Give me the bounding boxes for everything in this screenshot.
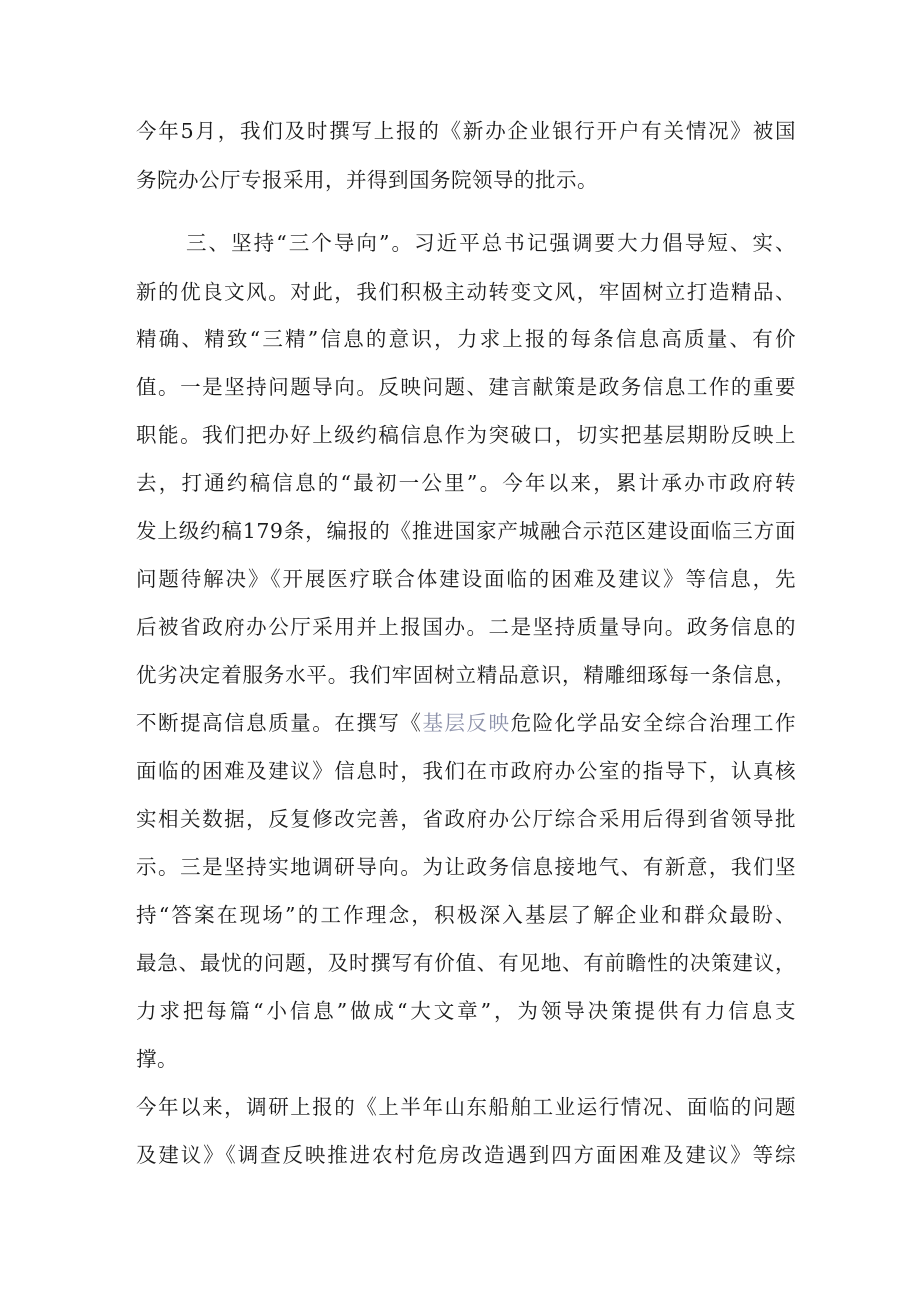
paragraph-2-line-18: 撑。 bbox=[136, 1047, 178, 1071]
paragraph-2-line-13: 实相关数据，反复修改完善，省政府办公厅综合采用后得到省领导批 bbox=[136, 807, 796, 831]
paragraph-2-line-4: 值。一是坚持问题导向。反映问题、建言献策是政务信息工作的重要 bbox=[136, 375, 796, 399]
paragraph-2-line-1: 三、坚持“三个导向”。习近平总书记强调要大力倡导短、实、 bbox=[186, 231, 796, 255]
line-11-tail: 危险化学品安全综合治理工作 bbox=[510, 711, 797, 735]
paragraph-2-line-14: 示。三是坚持实地调研导向。为让政务信息接地气、有新意，我们坚 bbox=[136, 855, 796, 879]
paragraph-2-line-10: 优劣决定着服务水平。我们牢固树立精品意识，精雕细琢每一条信息， bbox=[136, 663, 796, 687]
paragraph-1-line-2: 务院办公厅专报采用，并得到国务院领导的批示。 bbox=[136, 168, 598, 192]
paragraph-2-line-11 bbox=[136, 709, 796, 737]
paragraph-3-line-2: 及建议》《调查反映推进农村危房改造遇到四方面困难及建议》等综 bbox=[136, 1143, 796, 1167]
paragraph-2-line-7: 发上级约稿179条，编报的《推进国家产城融合示范区建设面临三方面 bbox=[136, 519, 796, 543]
paragraph-2-line-15: 持“答案在现场”的工作理念，积极深入基层了解企业和群众最盼、 bbox=[136, 903, 796, 927]
paragraph-2-line-9: 后被省政府办公厅采用并上报国办。二是坚持质量导向。政务信息的 bbox=[136, 615, 796, 639]
paragraph-2-line-2: 新的优良文风。对此，我们积极主动转变文风，牢固树立打造精品、 bbox=[136, 280, 796, 304]
paragraph-2-line-5: 职能。我们把办好上级约稿信息作为突破口，切实把基层期盼反映上 bbox=[136, 423, 796, 447]
line-11-head: 不断提高信息质量。在撰写《 bbox=[136, 711, 423, 735]
paragraph-1-line-1: 今年5月，我们及时撰写上报的《新办企业银行开户有关情况》被国 bbox=[136, 119, 796, 143]
paragraph-2-line-16: 最急、最忧的问题，及时撰写有价值、有见地、有前瞻性的决策建议， bbox=[136, 951, 796, 975]
paragraph-3-line-1: 今年以来，调研上报的《上半年山东船舶工业运行情况、面临的问题 bbox=[136, 1095, 796, 1119]
paragraph-2-line-8: 问题待解决》《开展医疗联合体建设面临的困难及建议》等信息，先 bbox=[136, 567, 796, 591]
highlighted-phrase: 基层反映 bbox=[422, 711, 511, 735]
paragraph-2-line-12: 面临的困难及建议》信息时，我们在市政府办公室的指导下，认真核 bbox=[136, 759, 796, 783]
paragraph-2-line-3: 精确、精致“三精”信息的意识，力求上报的每条信息高质量、有价 bbox=[136, 327, 796, 351]
paragraph-2-line-17: 力求把每篇“小信息”做成“大文章”，为领导决策提供有力信息支 bbox=[136, 999, 796, 1023]
paragraph-2-line-6: 去，打通约稿信息的“最初一公里”。今年以来，累计承办市政府转 bbox=[136, 471, 796, 495]
